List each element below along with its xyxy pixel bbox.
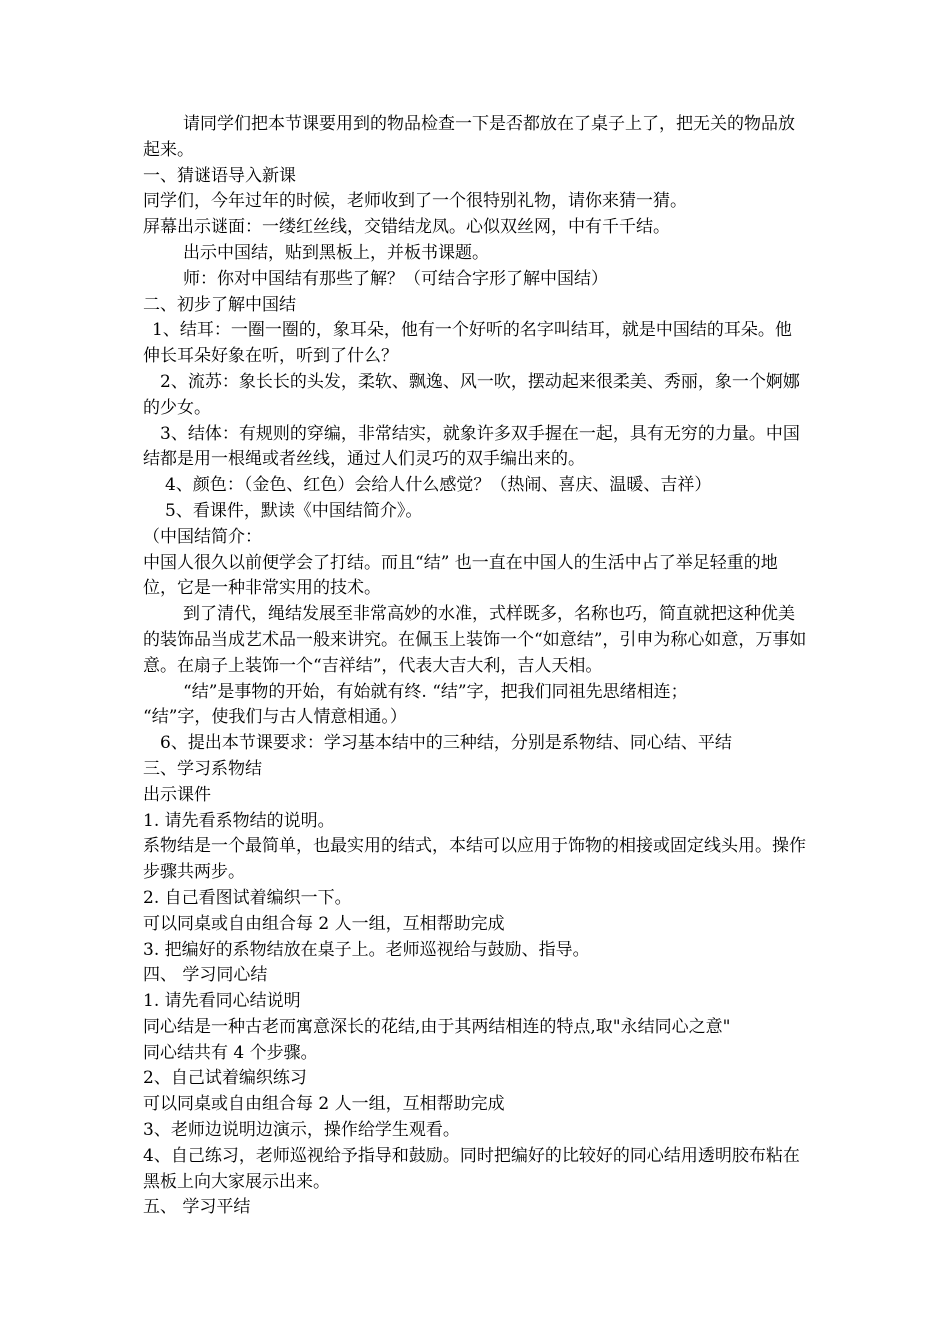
- heading-section-1: 一、猜谜语导入新课: [143, 165, 296, 186]
- document-page: [143, 112, 807, 1221]
- heading-section-3: 三、学习系物结: [143, 758, 262, 779]
- paragraph: “结”是事物的开始，有始就有终. “结”字，把我们同祖先思绪相连；: [183, 681, 688, 702]
- paragraph: 出示中国结，贴到黑板上，并板书课题。: [183, 242, 489, 263]
- paragraph: 到了清代，绳结发展至非常高妙的水准，式样既多，名称也巧，简直就把这种优美的装饰品当成艺术品一般来讲究。在佩玉上装饰一个“如意结”，引申为称心如意，万事如意。在扇子上装饰一个“吉祥结”，代表大吉大利，吉人天相。: [143, 604, 807, 676]
- list-item: 1. 请先看同心结说明: [143, 991, 301, 1012]
- paragraph: 中国人很久以前便学会了打结。而且“结” 也一直在中国人的生活中占了举足轻重的地位，它是一种非常实用的技术。: [143, 552, 778, 599]
- list-item: 3、老师边说明边演示，操作给学生观看。: [143, 1120, 460, 1141]
- list-item: 2. 自己看图试着编织一下。: [143, 887, 352, 908]
- paragraph: “结”字，使我们与古人情意相通。）: [143, 707, 407, 728]
- paragraph: 同心结是一种古老而寓意深长的花结,由于其两结相连的特点,取"永结同心之意": [143, 1016, 731, 1037]
- list-item: 4、颜色：（金色、红色）会给人什么感觉？（热闹、喜庆、温暖、吉祥）: [165, 475, 712, 496]
- paragraph: 同学们，今年过年的时候，老师收到了一个很特别礼物，请你来猜一猜。: [143, 191, 687, 212]
- list-item: 3. 把编好的系物结放在桌子上。老师巡视给与鼓励、指导。: [143, 939, 590, 960]
- heading-section-2: 二、初步了解中国结: [143, 294, 296, 315]
- paragraph: 可以同桌或自由组合每 2 人一组，互相帮助完成: [143, 913, 505, 934]
- list-item: 1. 请先看系物结的说明。: [143, 810, 335, 831]
- paragraph: 系物结是一个最简单，也最实用的结式，本结可以应用于饰物的相接或固定线头用。操作步骤共两步。: [143, 836, 806, 883]
- paragraph: 师：你对中国结有那些了解？（可结合字形了解中国结）: [183, 268, 608, 289]
- list-item: 3、结体：有规则的穿编，非常结实，就象许多双手握在一起，具有无穷的力量。中国结都是用一根绳或者丝线，通过人们灵巧的双手编出来的。: [143, 423, 800, 470]
- paragraph: 可以同桌或自由组合每 2 人一组，互相帮助完成: [143, 1094, 505, 1115]
- heading-section-4: 四、 学习同心结: [143, 965, 268, 986]
- list-item: 6、提出本节课要求：学习基本结中的三种结，分别是系物结、同心结、平结: [160, 733, 732, 754]
- paragraph-intro: 请同学们把本节课要用到的物品检查一下是否都放在了桌子上了，把无关的物品放起来。: [143, 114, 795, 160]
- list-item: 2、自己试着编织练习: [143, 1068, 307, 1089]
- list-item: 1、结耳：一圈一圈的，象耳朵，他有一个好听的名字叫结耳，就是中国结的耳朵。他伸长耳朵好象在听，听到了什么？: [143, 320, 792, 367]
- paragraph: （中国结简介：: [143, 526, 262, 547]
- paragraph: 出示课件: [143, 784, 211, 805]
- list-item: 5、看课件，默读《中国结简介》。: [165, 500, 423, 521]
- paragraph: 同心结共有 4 个步骤。: [143, 1042, 318, 1063]
- heading-section-5: 五、 学习平结: [143, 1197, 251, 1218]
- list-item: 4、自己练习，老师巡视给予指导和鼓励。同时把编好的比较好的同心结用透明胶布粘在黑板上向大家展示出来。: [143, 1145, 800, 1192]
- paragraph: 屏幕出示谜面：一缕红丝线，交错结龙凤。心似双丝网，中有千千结。: [143, 217, 670, 238]
- list-item: 2、流苏：象长长的头发，柔软、飘逸、风一吹，摆动起来很柔美、秀丽，象一个婀娜的少女。: [143, 371, 800, 418]
